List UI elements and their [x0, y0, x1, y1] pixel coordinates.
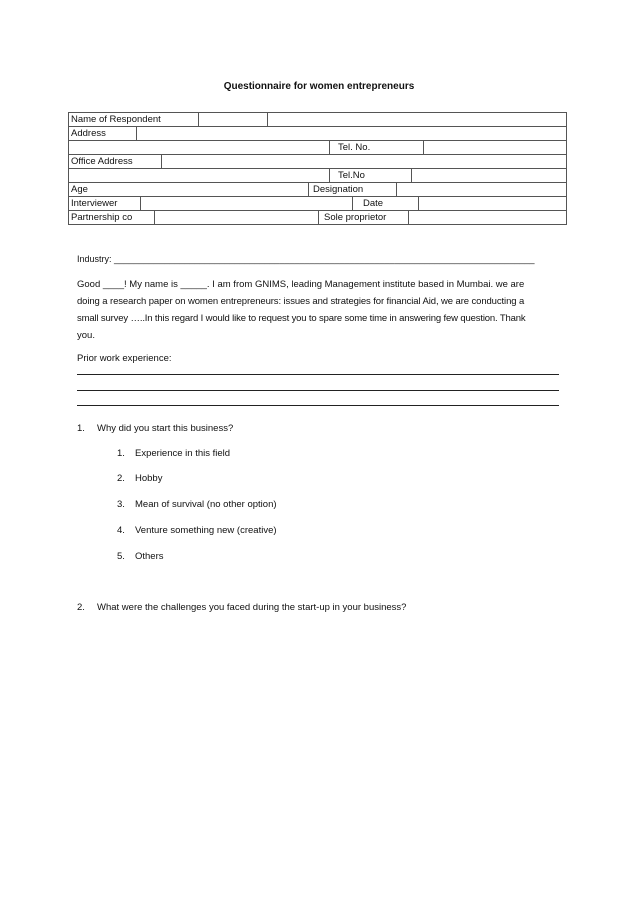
cell-divider	[267, 113, 268, 126]
cell-divider	[140, 197, 141, 210]
option-venture: Venture something new (creative)	[135, 525, 277, 536]
name-of-respondent-label: Name of Respondent	[71, 114, 161, 125]
page-title: Questionnaire for women entrepreneurs	[223, 81, 415, 92]
tel-no-2-label: Tel.No	[338, 170, 365, 181]
cell-divider	[352, 197, 353, 210]
respondent-info-table	[68, 112, 567, 225]
table-row	[68, 182, 567, 196]
question-2-text: What were the challenges you faced during the start-up in your business?	[97, 602, 407, 613]
cell-divider	[154, 211, 155, 224]
option-experience: Experience in this field	[135, 448, 231, 459]
cell-divider	[423, 141, 424, 154]
option-number: 1.	[117, 448, 125, 459]
age-label: Age	[71, 184, 88, 195]
question-1-text: Why did you start this business?	[97, 423, 234, 434]
option-others: Others	[135, 551, 164, 562]
interviewer-label: Interviewer	[71, 198, 118, 209]
cell-divider	[329, 141, 330, 154]
cell-divider	[329, 169, 330, 182]
option-number: 3.	[117, 499, 125, 510]
date-label: Date	[363, 198, 384, 209]
cell-divider	[308, 183, 309, 196]
option-number: 4.	[117, 525, 125, 536]
table-row	[68, 140, 567, 154]
table-row	[68, 196, 567, 210]
question-2-number: 2.	[77, 602, 85, 613]
partnership-co-label: Partnership co	[71, 212, 133, 223]
prior-work-blank-line	[77, 390, 559, 391]
sole-proprietor-label: Sole proprietor	[324, 212, 387, 223]
office-address-label: Office Address	[71, 156, 133, 167]
cell-divider	[411, 169, 412, 182]
designation-label: Designation	[313, 184, 364, 195]
table-row	[68, 112, 567, 126]
option-survival: Mean of survival (no other option)	[135, 499, 277, 510]
cell-divider	[161, 155, 162, 168]
intro-line-1: Good ____! My name is _____. I am from GNIMS, leading Management institute based in Mumbai. we are	[77, 279, 525, 290]
table-row	[68, 154, 567, 168]
table-row	[68, 126, 567, 140]
question-1-number: 1.	[77, 423, 85, 434]
cell-divider	[198, 113, 199, 126]
cell-divider	[318, 211, 319, 224]
prior-work-label: Prior work experience:	[77, 353, 172, 364]
intro-line-2: doing a research paper on women entrepreneurs: issues and strategies for financial Aid, we are conducting a	[77, 296, 525, 307]
industry-line: Industry: ____________________________________________________________________________________	[77, 254, 535, 264]
option-number: 5.	[117, 551, 125, 562]
option-number: 2.	[117, 473, 125, 484]
cell-divider	[418, 197, 419, 210]
option-hobby: Hobby	[135, 473, 163, 484]
intro-line-4: you.	[77, 330, 95, 341]
cell-divider	[408, 211, 409, 224]
cell-divider	[396, 183, 397, 196]
table-row	[68, 168, 567, 182]
prior-work-blank-line	[77, 405, 559, 406]
cell-divider	[136, 127, 137, 140]
address-label: Address	[71, 128, 106, 139]
tel-no-label: Tel. No.	[338, 142, 371, 153]
prior-work-blank-line	[77, 374, 559, 375]
table-row	[68, 210, 567, 225]
intro-line-3: small survey …..In this regard I would like to request you to spare some time in answering few question. Thank	[77, 313, 526, 324]
